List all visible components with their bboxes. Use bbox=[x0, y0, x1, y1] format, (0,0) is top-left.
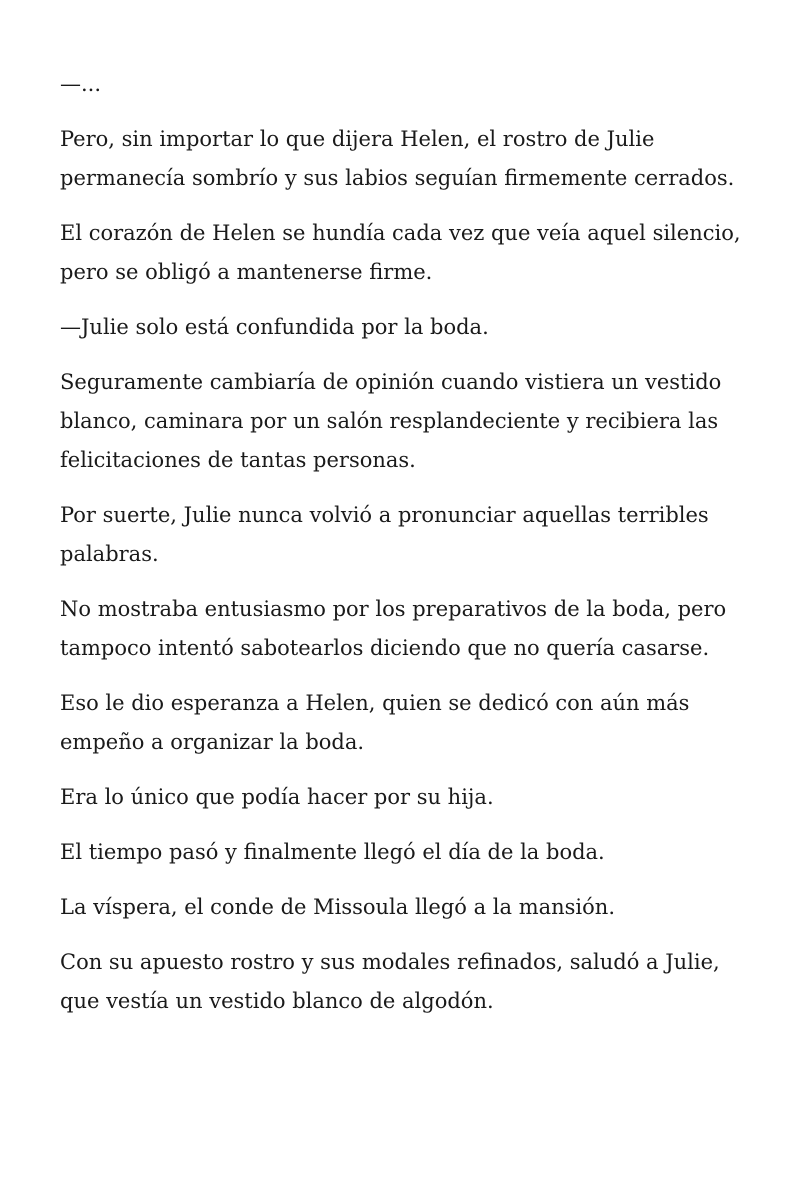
paragraph: Eso le dio esperanza a Helen, quien se dedicó con aún más empeño a organizar la boda. bbox=[60, 691, 690, 754]
paragraph: Era lo único que podía hacer por su hija. bbox=[60, 785, 494, 809]
paragraph: Por suerte, Julie nunca volvió a pronunciar aquellas terribles palabras. bbox=[60, 503, 709, 566]
paragraph-dialogue-ellipsis: —... bbox=[60, 72, 102, 96]
paragraph: Seguramente cambiaría de opinión cuando vistiera un vestido blanco, caminara por un salón resplandeciente y recibiera las felicitaciones de tantas personas. bbox=[60, 370, 722, 472]
document-body bbox=[60, 65, 750, 1037]
paragraph-dialogue: —Julie solo está confundida por la boda. bbox=[60, 315, 489, 339]
paragraph: El tiempo pasó y finalmente llegó el día de la boda. bbox=[60, 840, 605, 864]
paragraph: Con su apuesto rostro y sus modales refinados, saludó a Julie, que vestía un vestido blanco de algodón. bbox=[60, 950, 720, 1013]
paragraph: El corazón de Helen se hundía cada vez que veía aquel silencio, pero se obligó a mantenerse firme. bbox=[60, 221, 741, 284]
paragraph: No mostraba entusiasmo por los preparativos de la boda, pero tampoco intentó sabotearlos diciendo que no quería casarse. bbox=[60, 597, 727, 660]
paragraph: Pero, sin importar lo que dijera Helen, el rostro de Julie permanecía sombrío y sus labios seguían firmemente cerrados. bbox=[60, 127, 735, 190]
paragraph: La víspera, el conde de Missoula llegó a la mansión. bbox=[60, 895, 615, 919]
